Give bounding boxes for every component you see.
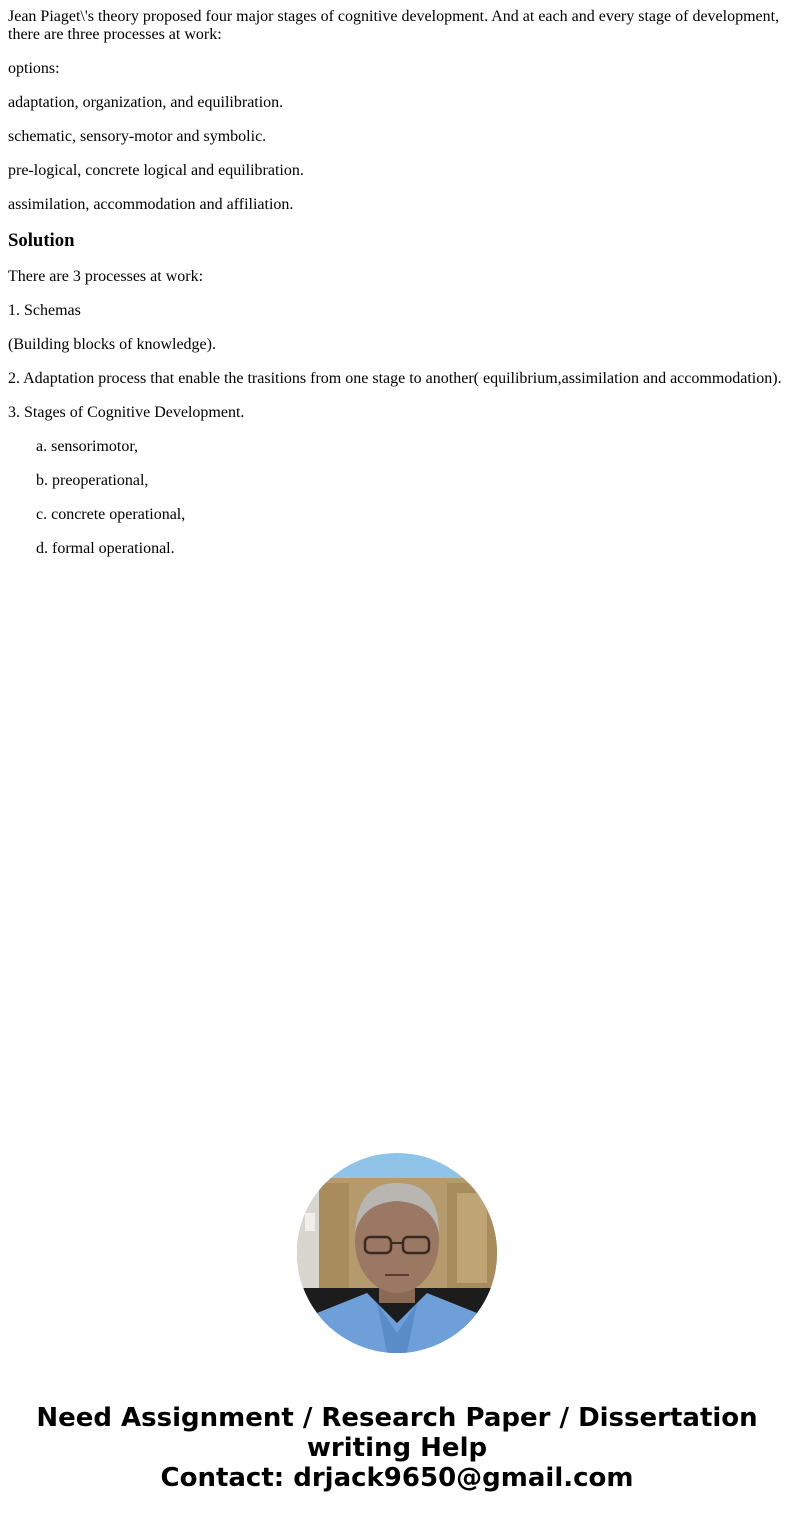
solution-point-3: 3. Stages of Cognitive Development. bbox=[8, 404, 245, 421]
author-photo-icon bbox=[297, 1153, 497, 1353]
promo-line-2: writing Help bbox=[306, 1433, 488, 1463]
solution-heading: Solution bbox=[8, 230, 75, 251]
question-text: Jean Piaget\'s theory proposed four major stages of cognitive development. And at each and every stage of development, there are three processes at work: bbox=[8, 8, 780, 43]
options-label: options: bbox=[8, 60, 60, 77]
stage-item: a. sensorimotor, bbox=[36, 438, 139, 455]
author-avatar bbox=[297, 1153, 497, 1353]
solution-point-1-detail: (Building blocks of knowledge). bbox=[8, 336, 216, 353]
promo-footer bbox=[0, 1403, 794, 1493]
promo-line-1: Need Assignment / Research Paper / Dissertation bbox=[36, 1403, 758, 1433]
contact-email: Contact: drjack9650@gmail.com bbox=[160, 1463, 634, 1493]
option-2: schematic, sensory-motor and symbolic. bbox=[8, 128, 267, 145]
solution-intro: There are 3 processes at work: bbox=[8, 268, 204, 285]
option-4: assimilation, accommodation and affiliation. bbox=[8, 196, 294, 213]
document-body bbox=[8, 8, 786, 574]
stage-item: b. preoperational, bbox=[36, 472, 149, 489]
option-1: adaptation, organization, and equilibration. bbox=[8, 94, 284, 111]
stage-item: c. concrete operational, bbox=[36, 506, 186, 523]
option-3: pre-logical, concrete logical and equilibration. bbox=[8, 162, 304, 179]
solution-point-1: 1. Schemas bbox=[8, 302, 81, 319]
solution-point-2: 2. Adaptation process that enable the trasitions from one stage to another( equilibrium,assimilation and accommodation). bbox=[8, 370, 782, 387]
stage-item: d. formal operational. bbox=[36, 540, 175, 557]
